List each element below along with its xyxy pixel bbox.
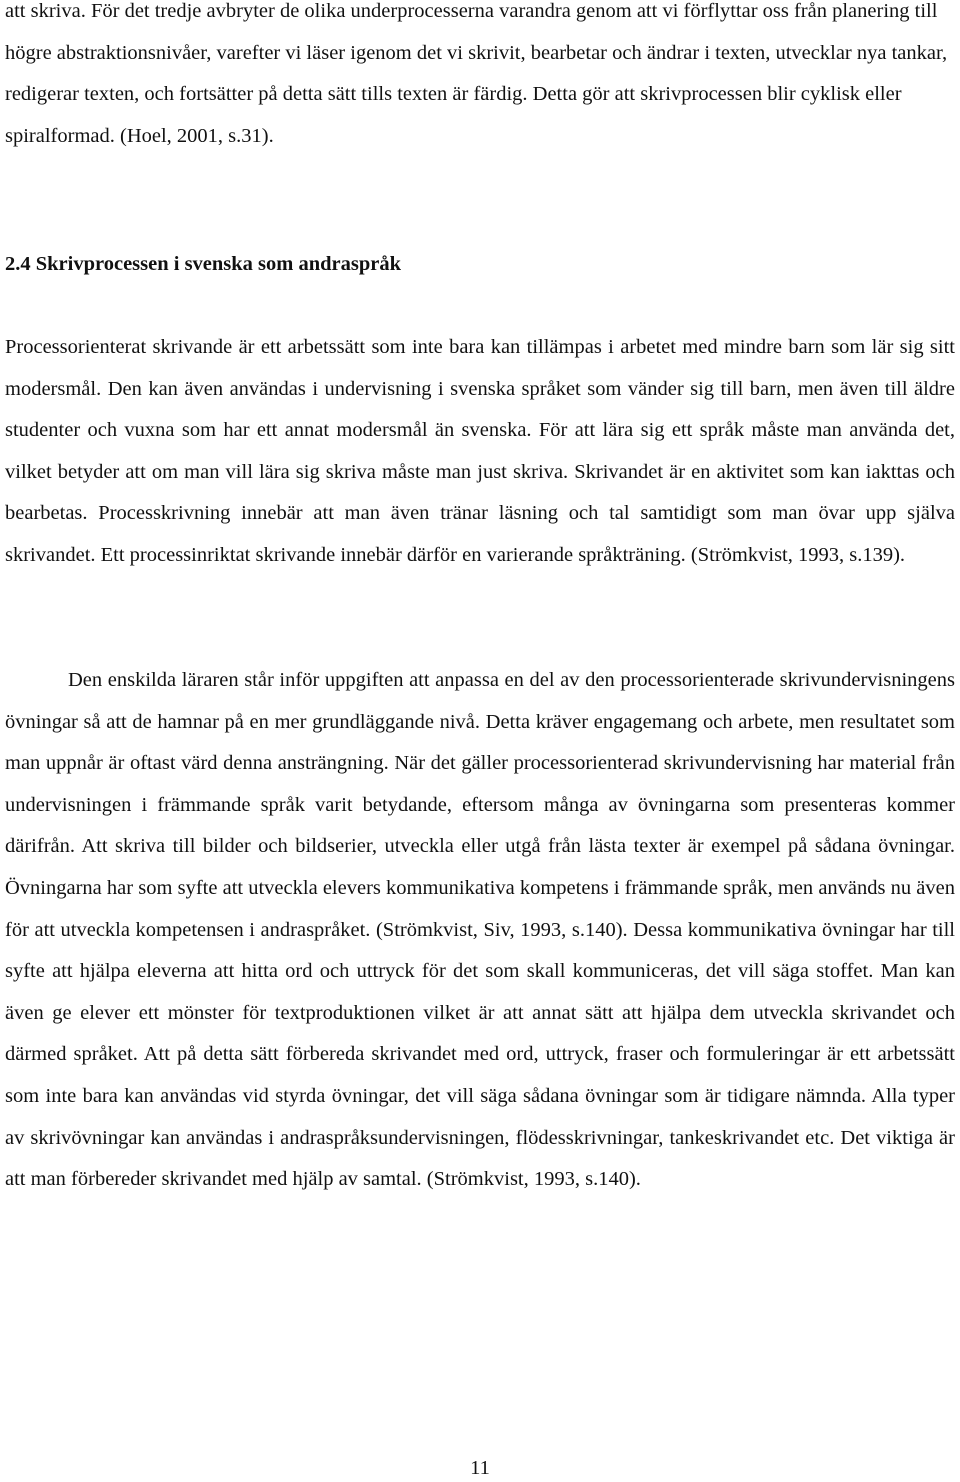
paragraph-intro-continuation: att skriva. För det tredje avbryter de olika underprocesserna varandra genom att vi förflyttar oss från planering till högre abstraktionsnivåer, varefter vi läser igenom det vi skrivit, bearbetar och ändrar i texten, utvecklar nya tankar, redigerar texten, och fortsätter på detta sätt tills texten är färdig. Detta gör att skrivprocessen blir cyklisk eller spiralformad. (Hoel, 2001, s.31). [5, 0, 948, 147]
page-number: 11 [470, 1457, 490, 1479]
section-heading: 2.4 Skrivprocessen i svenska som andraspråk [5, 253, 402, 275]
paragraph-teacher-task: Den enskilda läraren står inför uppgiften att anpassa en del av den processorienterade skrivundervisningens övningar så att de hamnar på en mer grundläggande nivå. Detta kräver engagemang och arbete, men resultatet som man uppnår är oftast värd denna ansträngning. När det gäller processorienterad skrivundervisning har material från undervisningen i främmande språk varit betydande, eftersom många av övningarna som presenteras kommer därifrån. Att skriva till bilder och bildserier, utveckla eller utgå från lästa texter är exempel på sådana övningar. Övningarna har som syfte att utveckla elevers kommunikativa kompetens i främmande språk, men används nu även för att utveckla kompetensen i andraspråket. (Strömkvist, Siv, 1993, s.140). Dessa kommunikativa övningar har till syfte att hjälpa eleverna att hitta ord och uttryck för det som skall kommuniceras, det vill säga stoffet. Man kan även ge elever ett mönster för textproduktionen vilket är att annat sätt att hjälpa dem utveckla skrivandet och därmed språket. Att på detta sätt förbereda skrivandet med ord, uttryck, fraser och formuleringar är ett arbetssätt som inte bara kan användas vid styrda övningar, det vill säga sådana övningar som är tidigare nämnda. Alla typer av skrivövningar kan användas i andraspråksundervisningen, flödesskrivningar, tankeskrivandet etc. Det viktiga är att man förbereder skrivandet med hjälp av samtal. (Strömkvist, 1993, s.140). [5, 669, 955, 1191]
paragraph-process-writing: Processorienterat skrivande är ett arbetssätt som inte bara kan tillämpas i arbetet med mindre barn som lär sig sitt modersmål. Den kan även användas i undervisning i svenska språket som vänder sig till barn, men även till äldre studenter och vuxna som har ett annat modersmål än svenska. För att lära sig ett språk måste man använda det, vilket betyder att om man vill lära sig skriva måste man just skriva. Skrivandet är en aktivitet som kan iakttas och bearbetas. Processkrivning innebär att man även tränar läsning och tal samtidigt som man övar upp själva skrivandet. Ett processinriktat skrivande innebär därför en varierande språkträning. (Strömkvist, 1993, s.139). [5, 336, 955, 566]
